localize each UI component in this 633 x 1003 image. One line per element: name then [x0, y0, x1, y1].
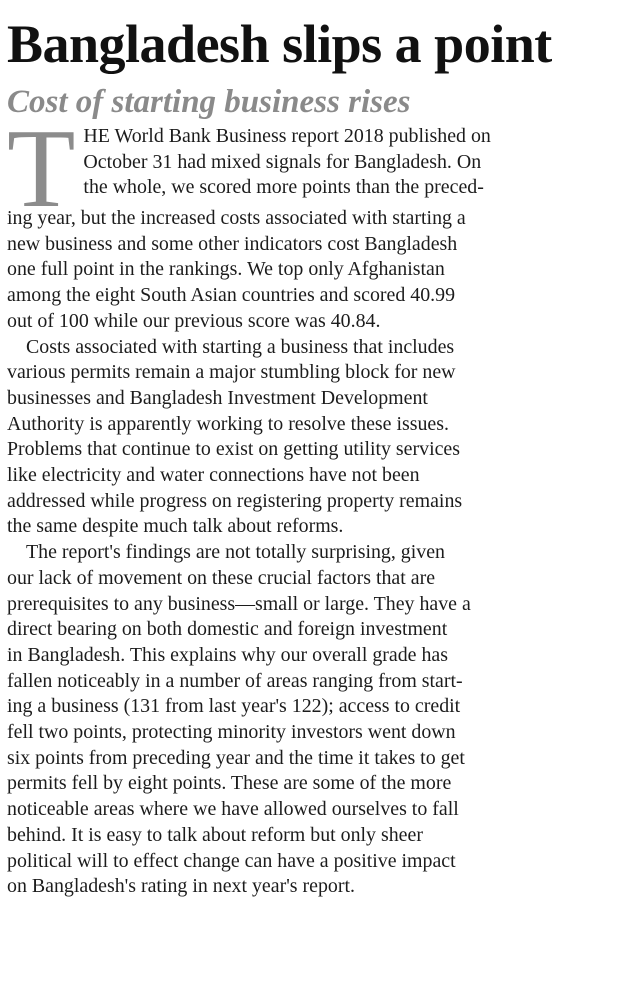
- article-body: [7, 107, 625, 900]
- paragraph-3-line: fell two points, protecting minority investors went down: [7, 721, 456, 744]
- paragraph-3-line: six points from preceding year and the time it takes to get: [7, 746, 465, 769]
- paragraph-1-line: among the eight South Asian countries and scored 40.99: [7, 284, 456, 307]
- paragraph-3-line: our lack of movement on these crucial factors that are: [7, 566, 436, 589]
- paragraph-1-line: one full point in the rankings. We top only Afghanistan: [7, 258, 445, 281]
- paragraph-2-line: the same despite much talk about reforms.: [7, 515, 344, 538]
- paragraph-1-line: the whole, we scored more points than the preced-: [83, 176, 484, 199]
- paragraph-3-line: prerequisites to any business—small or large. They have a: [7, 592, 471, 615]
- paragraph-3: [7, 540, 625, 900]
- paragraph-2-line: Costs associated with starting a business that includes: [26, 335, 455, 358]
- paragraph-1-line: HE World Bank Business report 2018 published on: [83, 125, 491, 147]
- headline: Bangladesh slips a point: [7, 14, 552, 74]
- paragraph-3-line: direct bearing on both domestic and foreign investment: [7, 618, 448, 641]
- paragraph-3-line: noticeable areas where we have allowed ourselves to fall: [7, 798, 459, 821]
- paragraph-1: [7, 107, 625, 335]
- paragraph-2-line: like electricity and water connections have not been: [7, 464, 420, 487]
- paragraph-1-line: October 31 had mixed signals for Bangladesh. On: [83, 150, 482, 173]
- paragraph-2-line: Authority is apparently working to resolve these issues.: [7, 412, 449, 435]
- article: [7, 12, 625, 900]
- paragraph-2-line: businesses and Bangladesh Investment Development: [7, 386, 428, 409]
- paragraph-2: [7, 335, 625, 541]
- paragraph-3-line: in Bangladesh. This explains why our overall grade has: [7, 643, 448, 666]
- paragraph-1-line: new business and some other indicators cost Bangladesh: [7, 232, 458, 255]
- paragraph-3-line: The report's findings are not totally surprising, given: [26, 541, 445, 564]
- paragraph-1-line: out of 100 while our previous score was 40.84.: [7, 309, 381, 332]
- paragraph-3-line: permits fell by eight points. These are some of the more: [7, 772, 452, 795]
- subheadline: Cost of starting business rises: [7, 84, 411, 120]
- paragraph-3-line: behind. It is easy to talk about reform but only sheer: [7, 823, 423, 846]
- drop-cap: T: [7, 107, 76, 231]
- paragraph-2-line: various permits remain a major stumbling block for new: [7, 361, 456, 384]
- paragraph-3-line: ing a business (131 from last year's 122); access to credit: [7, 695, 461, 718]
- paragraph-2-line: Problems that continue to exist on getting utility services: [7, 438, 460, 461]
- paragraph-3-line: on Bangladesh's rating in next year's report.: [7, 875, 355, 898]
- paragraph-3-line: political will to effect change can have a positive impact: [7, 849, 456, 872]
- paragraph-2-line: addressed while progress on registering property remains: [7, 489, 463, 512]
- paragraph-3-line: fallen noticeably in a number of areas ranging from start-: [7, 669, 463, 692]
- paragraph-1-line: ing year, but the increased costs associated with starting a: [7, 207, 466, 229]
